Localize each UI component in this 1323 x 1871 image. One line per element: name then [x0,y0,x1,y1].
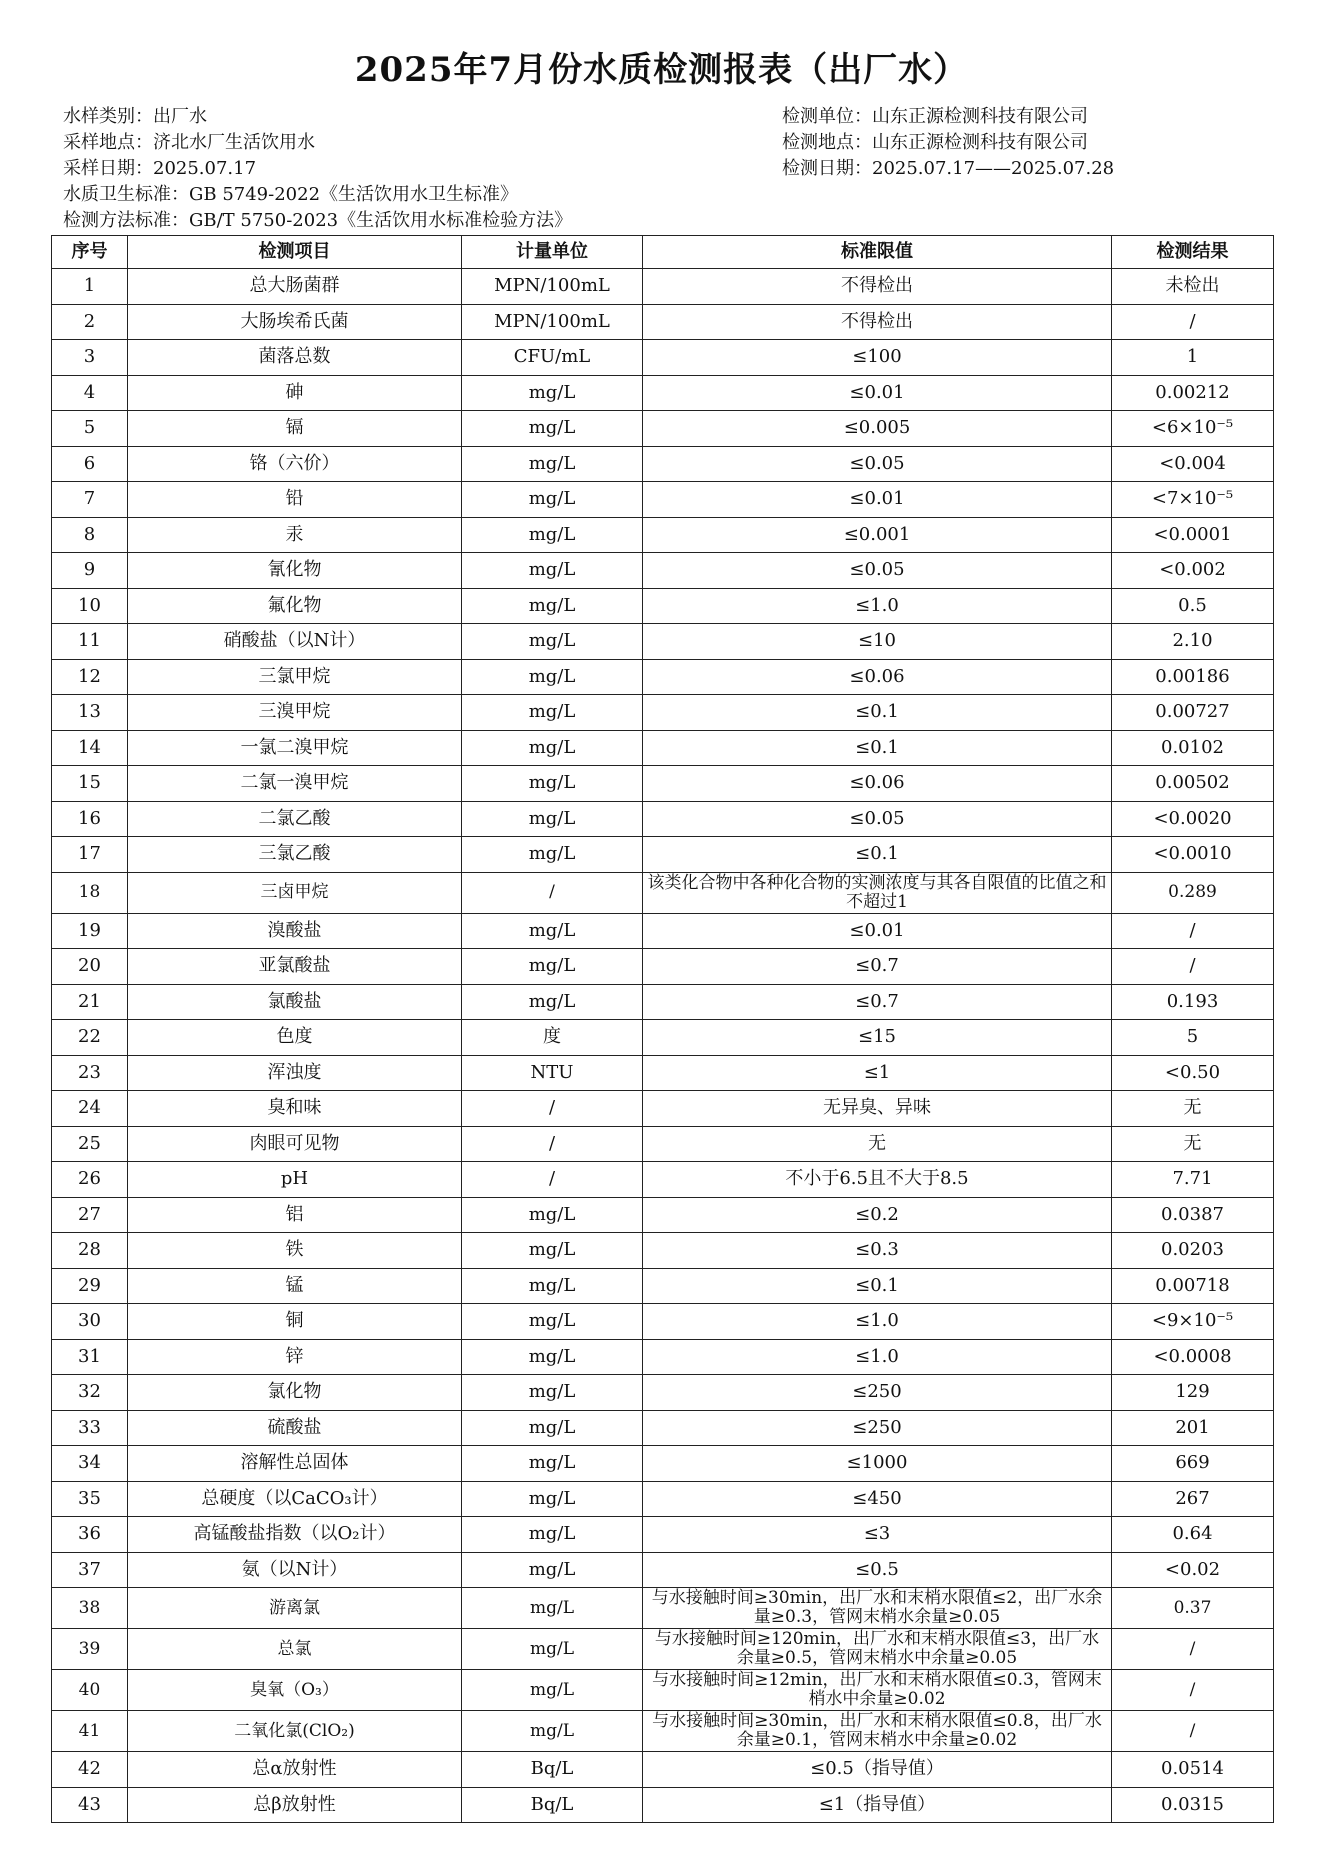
cell-index: 15 [52,766,128,802]
cell-index: 8 [52,517,128,553]
table-row [52,1517,1274,1553]
cell-item: 总α放射性 [128,1752,462,1788]
header-result: 检测结果 [1112,236,1274,269]
cell-unit: MPN/100mL [462,304,643,340]
table-row [52,730,1274,766]
cell-item: 氯酸盐 [128,984,462,1020]
cell-item: pH [128,1162,462,1198]
cell-result: 5 [1112,1020,1274,1056]
cell-limit: ≤1 [643,1055,1112,1091]
cell-item: 铜 [128,1304,462,1340]
sample-info [63,104,572,234]
cell-index: 18 [52,872,128,913]
cell-index: 11 [52,624,128,660]
cell-limit: ≤0.05 [643,553,1112,589]
cell-item: 三溴甲烷 [128,695,462,731]
cell-unit: mg/L [462,588,643,624]
cell-result: 0.0203 [1112,1233,1274,1269]
cell-item: 硫酸盐 [128,1410,462,1446]
cell-limit: ≤1.0 [643,1339,1112,1375]
cell-unit: mg/L [462,517,643,553]
table-row [52,517,1274,553]
cell-limit: ≤0.01 [643,375,1112,411]
cell-result: / [1112,913,1274,949]
table-row [52,984,1274,1020]
table-row [52,1162,1274,1198]
cell-unit: MPN/100mL [462,269,643,305]
table-row [52,1588,1274,1629]
cell-limit: ≤250 [643,1375,1112,1411]
cell-index: 27 [52,1197,128,1233]
cell-item: 汞 [128,517,462,553]
cell-unit: NTU [462,1055,643,1091]
cell-limit: 该类化合物中各种化合物的实测浓度与其各自限值的比值之和不超过1 [643,872,1112,913]
cell-result: 0.37 [1112,1588,1274,1629]
cell-index: 19 [52,913,128,949]
cell-index: 30 [52,1304,128,1340]
cell-result: 0.0514 [1112,1752,1274,1788]
cell-index: 17 [52,837,128,873]
cell-result: <0.0020 [1112,801,1274,837]
cell-index: 5 [52,411,128,447]
cell-limit: ≤0.5 [643,1552,1112,1588]
table-row [52,1055,1274,1091]
cell-unit: mg/L [462,1233,643,1269]
cell-result: 0.289 [1112,872,1274,913]
cell-result: 2.10 [1112,624,1274,660]
cell-index: 38 [52,1588,128,1629]
cell-item: 臭和味 [128,1091,462,1127]
cell-result: 0.0387 [1112,1197,1274,1233]
cell-index: 33 [52,1410,128,1446]
cell-index: 21 [52,984,128,1020]
table-row [52,949,1274,985]
cell-unit: mg/L [462,730,643,766]
cell-result: 无 [1112,1091,1274,1127]
test-unit: 检测单位：山东正源检测科技有限公司 [782,106,1088,127]
cell-result: 0.193 [1112,984,1274,1020]
table-row [52,1481,1274,1517]
cell-unit: mg/L [462,1268,643,1304]
cell-index: 35 [52,1481,128,1517]
cell-result: 0.0102 [1112,730,1274,766]
cell-limit: ≤0.01 [643,913,1112,949]
cell-index: 3 [52,340,128,376]
cell-item: 硝酸盐（以N计） [128,624,462,660]
cell-index: 22 [52,1020,128,1056]
cell-unit: mg/L [462,624,643,660]
table-row [52,269,1274,305]
cell-limit: ≤1.0 [643,588,1112,624]
cell-item: 总硬度（以CaCO₃计） [128,1481,462,1517]
cell-unit: mg/L [462,984,643,1020]
cell-item: 溶解性总固体 [128,1446,462,1482]
cell-item: 总β放射性 [128,1787,462,1823]
cell-result: <6×10⁻⁵ [1112,411,1274,447]
cell-limit: ≤1000 [643,1446,1112,1482]
table-row [52,1020,1274,1056]
cell-item: 亚氯酸盐 [128,949,462,985]
table-row [52,1552,1274,1588]
cell-index: 43 [52,1787,128,1823]
table-row [52,553,1274,589]
cell-item: 氨（以N计） [128,1552,462,1588]
cell-unit: / [462,1091,643,1127]
cell-result: / [1112,1711,1274,1752]
cell-unit: 度 [462,1020,643,1056]
cell-limit: ≤0.001 [643,517,1112,553]
cell-item: 锰 [128,1268,462,1304]
table-row [52,1233,1274,1269]
cell-index: 42 [52,1752,128,1788]
cell-limit: ≤0.5（指导值） [643,1752,1112,1788]
cell-unit: mg/L [462,1304,643,1340]
cell-index: 12 [52,659,128,695]
cell-result: 1 [1112,340,1274,376]
cell-limit: ≤0.05 [643,446,1112,482]
cell-limit: 与水接触时间≥30min，出厂水和末梢水限值≤0.8，出厂水余量≥0.1，管网末梢水中余量≥0.02 [643,1711,1112,1752]
table-row [52,1446,1274,1482]
cell-item: 菌落总数 [128,340,462,376]
cell-result: <0.50 [1112,1055,1274,1091]
cell-limit: ≤0.1 [643,695,1112,731]
cell-unit: mg/L [462,949,643,985]
cell-result: 未检出 [1112,269,1274,305]
table-row [52,1339,1274,1375]
cell-index: 23 [52,1055,128,1091]
cell-unit: mg/L [462,1629,643,1670]
table-row [52,1304,1274,1340]
header-index: 序号 [52,236,128,269]
cell-unit: Bq/L [462,1787,643,1823]
cell-result: 201 [1112,1410,1274,1446]
cell-unit: mg/L [462,766,643,802]
cell-item: 一氯二溴甲烷 [128,730,462,766]
cell-unit: Bq/L [462,1752,643,1788]
cell-limit: ≤450 [643,1481,1112,1517]
cell-unit: mg/L [462,553,643,589]
table-body [52,269,1274,1823]
sample-type: 水样类别：出厂水 [63,106,207,127]
cell-limit: ≤0.1 [643,730,1112,766]
table-row [52,624,1274,660]
cell-unit: mg/L [462,446,643,482]
cell-result: 0.00502 [1112,766,1274,802]
table-row [52,1410,1274,1446]
water-quality-table [51,235,1274,1823]
cell-index: 20 [52,949,128,985]
cell-unit: / [462,1126,643,1162]
cell-result: <0.002 [1112,553,1274,589]
cell-index: 10 [52,588,128,624]
cell-item: 铬（六价） [128,446,462,482]
cell-index: 26 [52,1162,128,1198]
cell-unit: mg/L [462,1197,643,1233]
cell-result: / [1112,304,1274,340]
cell-index: 37 [52,1552,128,1588]
table-row [52,695,1274,731]
header-unit: 计量单位 [462,236,643,269]
cell-limit: 无 [643,1126,1112,1162]
cell-index: 7 [52,482,128,518]
cell-item: 锌 [128,1339,462,1375]
table-row [52,588,1274,624]
cell-limit: 与水接触时间≥30min，出厂水和末梢水限值≤2，出厂水余量≥0.3，管网末梢水余量≥0.05 [643,1588,1112,1629]
cell-unit: mg/L [462,1588,643,1629]
table-row [52,446,1274,482]
cell-limit: ≤0.05 [643,801,1112,837]
table-row [52,1670,1274,1711]
cell-unit: mg/L [462,375,643,411]
cell-item: 镉 [128,411,462,447]
cell-unit: mg/L [462,1375,643,1411]
test-date: 检测日期：2025.07.17——2025.07.28 [782,158,1115,179]
cell-limit: ≤10 [643,624,1112,660]
table-row [52,340,1274,376]
cell-item: 氰化物 [128,553,462,589]
cell-limit: ≤0.1 [643,837,1112,873]
sample-location: 采样地点：济北水厂生活饮用水 [63,132,315,153]
cell-result: 267 [1112,1481,1274,1517]
cell-index: 28 [52,1233,128,1269]
cell-item: 三氯乙酸 [128,837,462,873]
table-row [52,837,1274,873]
cell-item: 溴酸盐 [128,913,462,949]
table-row [52,1126,1274,1162]
cell-unit: mg/L [462,801,643,837]
cell-index: 14 [52,730,128,766]
cell-index: 25 [52,1126,128,1162]
table-row [52,304,1274,340]
cell-unit: mg/L [462,1670,643,1711]
table-row [52,872,1274,913]
cell-result: 0.00718 [1112,1268,1274,1304]
table-row [52,801,1274,837]
cell-limit: ≤1.0 [643,1304,1112,1340]
cell-result: 7.71 [1112,1162,1274,1198]
cell-result: <0.0008 [1112,1339,1274,1375]
cell-index: 9 [52,553,128,589]
cell-unit: mg/L [462,1410,643,1446]
method-standard: 检测方法标准：GB/T 5750-2023《生活饮用水标准检验方法》 [63,210,573,231]
cell-result: 无 [1112,1126,1274,1162]
test-info [782,104,1114,182]
cell-limit: ≤0.06 [643,659,1112,695]
cell-index: 6 [52,446,128,482]
table-row [52,913,1274,949]
cell-item: 二氯一溴甲烷 [128,766,462,802]
cell-item: 游离氯 [128,1588,462,1629]
table-header-row [52,236,1274,269]
cell-unit: mg/L [462,1711,643,1752]
header-limit: 标准限值 [643,236,1112,269]
cell-result: 0.00212 [1112,375,1274,411]
cell-item: 总氯 [128,1629,462,1670]
cell-limit: ≤0.1 [643,1268,1112,1304]
cell-limit: ≤3 [643,1517,1112,1553]
test-location: 检测地点：山东正源检测科技有限公司 [782,132,1088,153]
cell-item: 铝 [128,1197,462,1233]
table-row [52,482,1274,518]
cell-index: 16 [52,801,128,837]
cell-result: / [1112,949,1274,985]
cell-limit: ≤0.005 [643,411,1112,447]
cell-result: 0.0315 [1112,1787,1274,1823]
cell-unit: mg/L [462,1552,643,1588]
cell-item: 铁 [128,1233,462,1269]
cell-unit: mg/L [462,1517,643,1553]
table-row [52,1629,1274,1670]
table-row [52,1375,1274,1411]
cell-item: 氟化物 [128,588,462,624]
cell-unit: mg/L [462,659,643,695]
cell-index: 41 [52,1711,128,1752]
table-row [52,1091,1274,1127]
cell-result: 129 [1112,1375,1274,1411]
cell-limit: ≤0.01 [643,482,1112,518]
cell-result: <0.0010 [1112,837,1274,873]
cell-result: 0.00186 [1112,659,1274,695]
table-row [52,1787,1274,1823]
table-row [52,1268,1274,1304]
cell-unit: mg/L [462,837,643,873]
table-row [52,766,1274,802]
cell-index: 4 [52,375,128,411]
cell-index: 31 [52,1339,128,1375]
cell-unit: mg/L [462,913,643,949]
table-row [52,659,1274,695]
cell-limit: 不得检出 [643,304,1112,340]
cell-unit: mg/L [462,411,643,447]
cell-limit: ≤0.7 [643,949,1112,985]
cell-item: 砷 [128,375,462,411]
cell-limit: ≤15 [643,1020,1112,1056]
cell-index: 24 [52,1091,128,1127]
header-item: 检测项目 [128,236,462,269]
sample-date: 采样日期：2025.07.17 [63,158,257,179]
cell-result: 0.5 [1112,588,1274,624]
cell-item: 二氧化氯(ClO₂) [128,1711,462,1752]
table-row [52,375,1274,411]
cell-result: 669 [1112,1446,1274,1482]
cell-index: 1 [52,269,128,305]
cell-item: 三卤甲烷 [128,872,462,913]
cell-result: / [1112,1670,1274,1711]
cell-limit: 无异臭、异味 [643,1091,1112,1127]
cell-item: 肉眼可见物 [128,1126,462,1162]
cell-index: 13 [52,695,128,731]
cell-result: / [1112,1629,1274,1670]
cell-item: 高锰酸盐指数（以O₂计） [128,1517,462,1553]
hygiene-standard: 水质卫生标准：GB 5749-2022《生活饮用水卫生标准》 [63,184,519,205]
cell-unit: / [462,872,643,913]
cell-limit: ≤0.7 [643,984,1112,1020]
cell-result: <9×10⁻⁵ [1112,1304,1274,1340]
cell-item: 臭氧（O₃） [128,1670,462,1711]
cell-index: 29 [52,1268,128,1304]
cell-unit: mg/L [462,1446,643,1482]
cell-unit: mg/L [462,1481,643,1517]
cell-result: 0.00727 [1112,695,1274,731]
cell-item: 铅 [128,482,462,518]
cell-item: 二氯乙酸 [128,801,462,837]
cell-index: 40 [52,1670,128,1711]
cell-item: 大肠埃希氏菌 [128,304,462,340]
table-row [52,1711,1274,1752]
cell-index: 2 [52,304,128,340]
cell-item: 总大肠菌群 [128,269,462,305]
cell-limit: ≤0.06 [643,766,1112,802]
cell-unit: / [462,1162,643,1198]
cell-limit: ≤250 [643,1410,1112,1446]
table-row [52,411,1274,447]
cell-limit: ≤0.2 [643,1197,1112,1233]
report-title: 2025年7月份水质检测报表（出厂水） [354,50,969,90]
cell-unit: mg/L [462,482,643,518]
cell-limit: ≤100 [643,340,1112,376]
cell-limit: ≤0.3 [643,1233,1112,1269]
cell-limit: ≤1（指导值） [643,1787,1112,1823]
cell-item: 氯化物 [128,1375,462,1411]
cell-index: 36 [52,1517,128,1553]
cell-result: <0.0001 [1112,517,1274,553]
cell-result: <0.02 [1112,1552,1274,1588]
cell-limit: 不得检出 [643,269,1112,305]
cell-limit: 不小于6.5且不大于8.5 [643,1162,1112,1198]
cell-limit: 与水接触时间≥120min，出厂水和末梢水限值≤3，出厂水余量≥0.5，管网末梢水中余量≥0.05 [643,1629,1112,1670]
cell-limit: 与水接触时间≥12min，出厂水和末梢水限值≤0.3，管网末梢水中余量≥0.02 [643,1670,1112,1711]
cell-item: 三氯甲烷 [128,659,462,695]
cell-index: 34 [52,1446,128,1482]
cell-result: <7×10⁻⁵ [1112,482,1274,518]
table-row [52,1752,1274,1788]
cell-unit: mg/L [462,1339,643,1375]
cell-unit: mg/L [462,695,643,731]
cell-index: 39 [52,1629,128,1670]
cell-index: 32 [52,1375,128,1411]
cell-result: 0.64 [1112,1517,1274,1553]
cell-item: 色度 [128,1020,462,1056]
table-row [52,1197,1274,1233]
cell-item: 浑浊度 [128,1055,462,1091]
cell-unit: CFU/mL [462,340,643,376]
cell-result: <0.004 [1112,446,1274,482]
